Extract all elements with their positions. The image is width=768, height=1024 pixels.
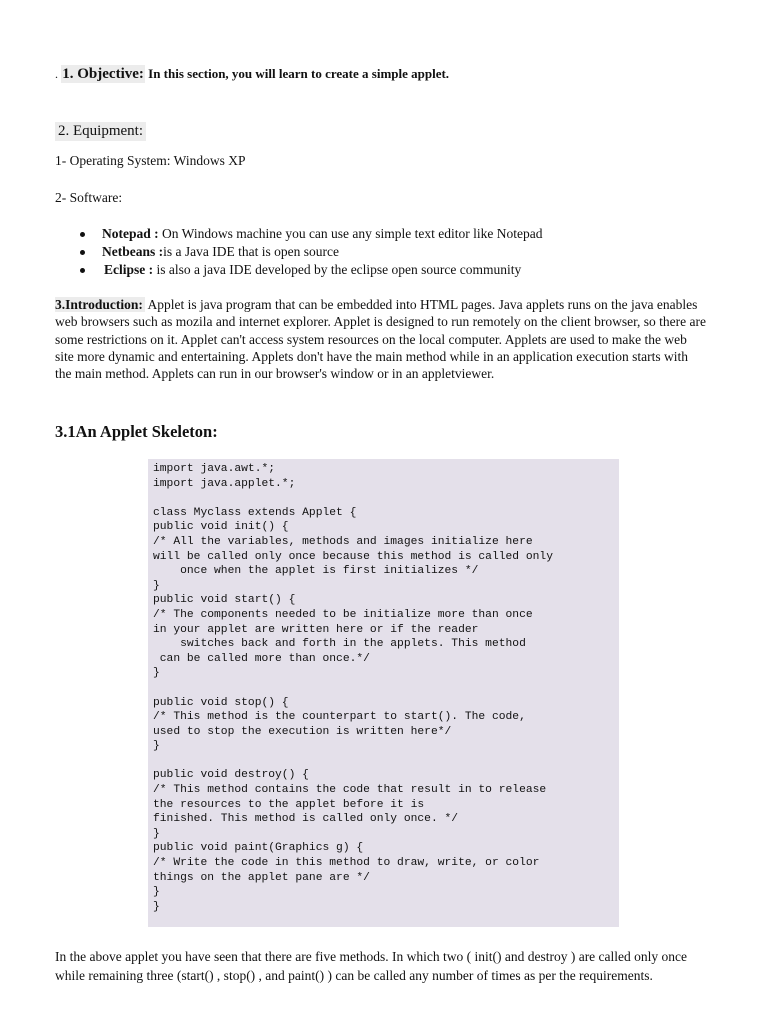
equipment-heading: 2. Equipment: bbox=[55, 122, 146, 141]
software-desc-eclipse: is also a java IDE developed by the eclipse open source community bbox=[153, 262, 522, 277]
objective-line bbox=[55, 66, 449, 83]
closing-paragraph: In the above applet you have seen that there are five methods. In which two ( init() and destroy ) are called only once while remaining three (start() , stop() , and paint() ) can be called any number of times as per the requirements. bbox=[55, 949, 688, 983]
list-item bbox=[78, 243, 543, 261]
software-desc-notepad: On Windows machine you can use any simple text editor like Notepad bbox=[158, 226, 543, 241]
software-name-eclipse: Eclipse : bbox=[104, 262, 154, 277]
introduction-paragraph bbox=[55, 296, 707, 382]
objective-text: In this section, you will learn to create a simple applet. bbox=[148, 66, 450, 81]
software-list bbox=[78, 225, 543, 279]
os-line: 1- Operating System: Windows XP bbox=[55, 153, 246, 168]
software-desc-netbeans: is a Java IDE that is open source bbox=[163, 244, 339, 259]
introduction-text: Applet is java program that can be embedded into HTML pages. Java applets runs on the java enables web browsers such as mozila and internet explorer. Applet is designed to run remotely on the client browser, so there are some restrictions on it. Applet can't access system resources on the local computer. Applets are used to make the web site more dynamic and entertaining. Applets don't have the main method while in an application execution starts with the main method. Applets can run in our browser's window or in an appletviewer. bbox=[55, 297, 707, 382]
software-name-netbeans: Netbeans : bbox=[102, 244, 164, 259]
introduction-heading: 3.Introduction: bbox=[55, 297, 143, 312]
applet-code: import java.awt.*; import java.applet.*; class Myclass extends Applet { public void init() { /* All the variables, methods and images initialize here will be called only once because this method is called only once when the applet is first initializes */ } public void start() { /* The components needed to be initialize more than once in your applet are written here or if the reader switches back and forth in the applets. This method can be called more than once.*/ } public void stop() { /* This method is the counterpart to start(). The code, used to stop the execution is written here*/ } public void destroy() { /* This method contains the code that result in to release the resources to the applet before it is finished. This method is called only once. */ } public void paint(Graphics g) { /* Write the code in this method to draw, write, or color things on the applet pane are */ } } bbox=[153, 463, 553, 913]
software-line: 2- Software: bbox=[55, 190, 123, 205]
code-block bbox=[148, 459, 619, 927]
applet-skeleton-heading: 3.1An Applet Skeleton: bbox=[55, 422, 218, 441]
list-item bbox=[78, 261, 543, 279]
objective-lead: . bbox=[55, 67, 58, 81]
software-name-notepad: Notepad : bbox=[102, 226, 159, 241]
objective-label: 1. Objective: bbox=[62, 66, 144, 82]
list-item bbox=[78, 225, 543, 243]
